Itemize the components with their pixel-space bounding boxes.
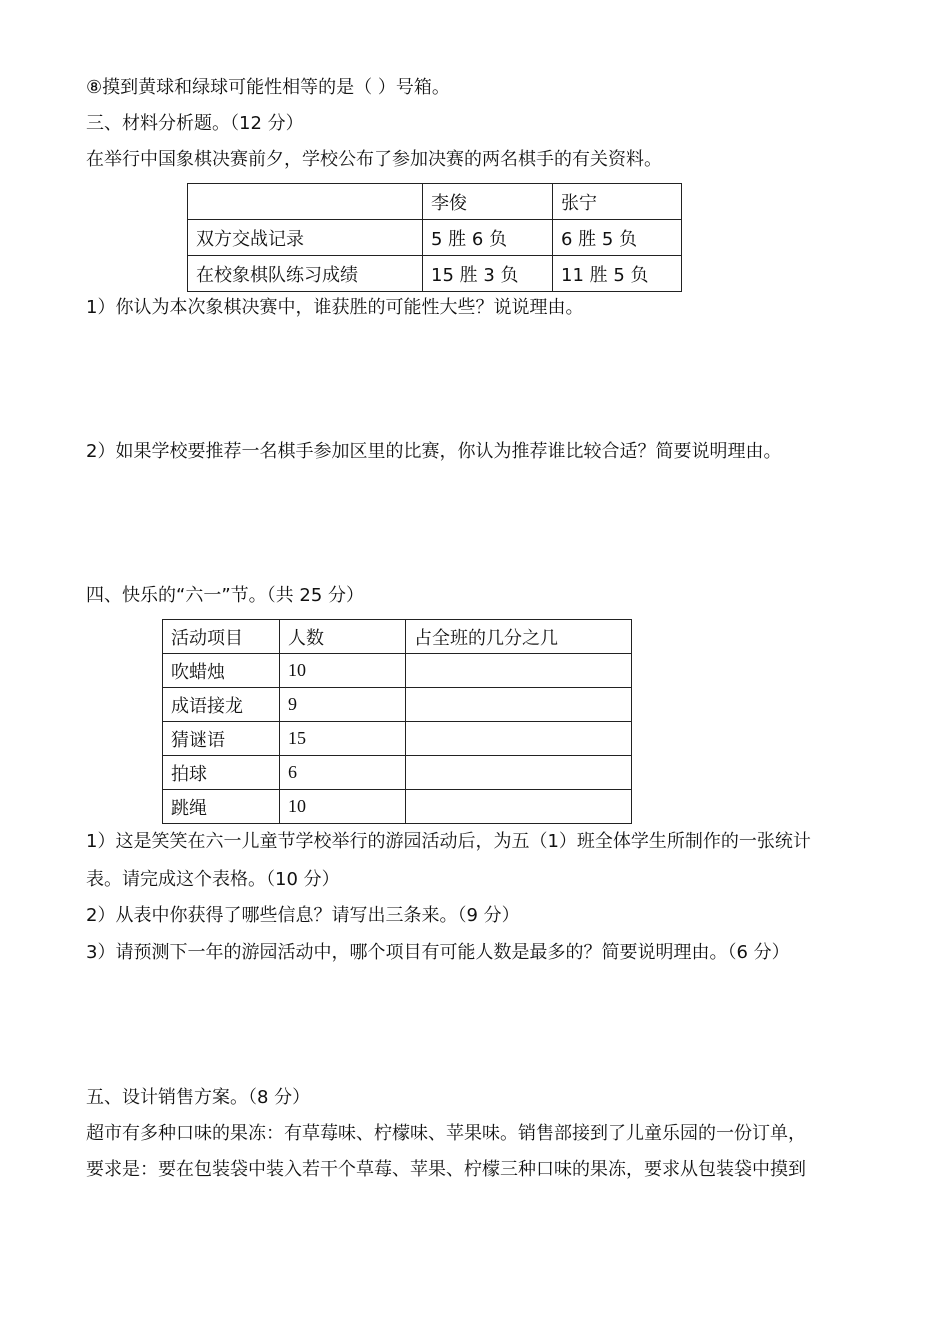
table-header-cell: 人数: [280, 620, 406, 654]
table-cell: 6 胜 5 负: [553, 220, 682, 256]
answer-cell[interactable]: [406, 756, 632, 790]
section-4-question-2: 2）从表中你获得了哪些信息？请写出三条来。（9 分）: [86, 905, 520, 926]
table-cell: 在校象棋队练习成绩: [188, 256, 423, 292]
table-row: [163, 688, 632, 722]
table-cell: 猜谜语: [163, 722, 280, 756]
table-row: [163, 722, 632, 756]
table-cell: 15: [280, 722, 406, 756]
table-cell: 拍球: [163, 756, 280, 790]
table-header-row: [188, 184, 682, 220]
table-cell: 5 胜 6 负: [423, 220, 553, 256]
table-header-cell: [188, 184, 423, 220]
answer-cell[interactable]: [406, 654, 632, 688]
table-cell: 跳绳: [163, 790, 280, 824]
table-cell: 吹蜡烛: [163, 654, 280, 688]
answer-cell[interactable]: [406, 722, 632, 756]
table-header-cell: 张宁: [553, 184, 682, 220]
table-row: [188, 220, 682, 256]
question-8-line: ⑧摸到黄球和绿球可能性相等的是（ ）号箱。: [86, 77, 450, 98]
table-cell: 成语接龙: [163, 688, 280, 722]
table-row: [163, 790, 632, 824]
section-4-question-3: 3）请预测下一年的游园活动中，哪个项目有可能人数是最多的？简要说明理由。（6 分）: [86, 942, 790, 963]
section-3-question-2: 2）如果学校要推荐一名棋手参加区里的比赛，你认为推荐谁比较合适？简要说明理由。: [86, 441, 782, 462]
table-row: [163, 756, 632, 790]
table-cell: 15 胜 3 负: [423, 256, 553, 292]
answer-cell[interactable]: [406, 688, 632, 722]
table-row: [163, 654, 632, 688]
table-header-row: [163, 620, 632, 654]
table-cell: 10: [280, 654, 406, 688]
chess-players-table: [187, 183, 682, 292]
section-3-intro: 在举行中国象棋决赛前夕，学校公布了参加决赛的两名棋手的有关资料。: [86, 149, 662, 170]
section-3-question-1: 1）你认为本次象棋决赛中，谁获胜的可能性大些？说说理由。: [86, 297, 584, 318]
table-cell: 10: [280, 790, 406, 824]
section-4-title: 四、快乐的“六一”节。（共 25 分）: [86, 585, 364, 606]
table-cell: 双方交战记录: [188, 220, 423, 256]
answer-cell[interactable]: [406, 790, 632, 824]
table-cell: 6: [280, 756, 406, 790]
section-5-line-2: 要求是：要在包装袋中装入若干个草莓、苹果、柠檬三种口味的果冻，要求从包装袋中摸到: [86, 1159, 806, 1180]
table-cell: 9: [280, 688, 406, 722]
section-5-title: 五、设计销售方案。（8 分）: [86, 1087, 311, 1108]
section-3-title: 三、材料分析题。（12 分）: [86, 113, 304, 134]
section-4-question-1-line-2: 表。请完成这个表格。（10 分）: [86, 869, 340, 890]
section-4-question-1-line-1: 1）这是笑笑在六一儿童节学校举行的游园活动后，为五（1）班全体学生所制作的一张统计: [86, 831, 811, 852]
table-cell: 11 胜 5 负: [553, 256, 682, 292]
table-header-cell: 李俊: [423, 184, 553, 220]
activity-stats-table: [162, 619, 632, 824]
table-row: [188, 256, 682, 292]
table-header-cell: 活动项目: [163, 620, 280, 654]
section-5-line-1: 超市有多种口味的果冻：有草莓味、柠檬味、苹果味。销售部接到了儿童乐园的一份订单，: [86, 1123, 806, 1144]
table-header-cell: 占全班的几分之几: [406, 620, 632, 654]
